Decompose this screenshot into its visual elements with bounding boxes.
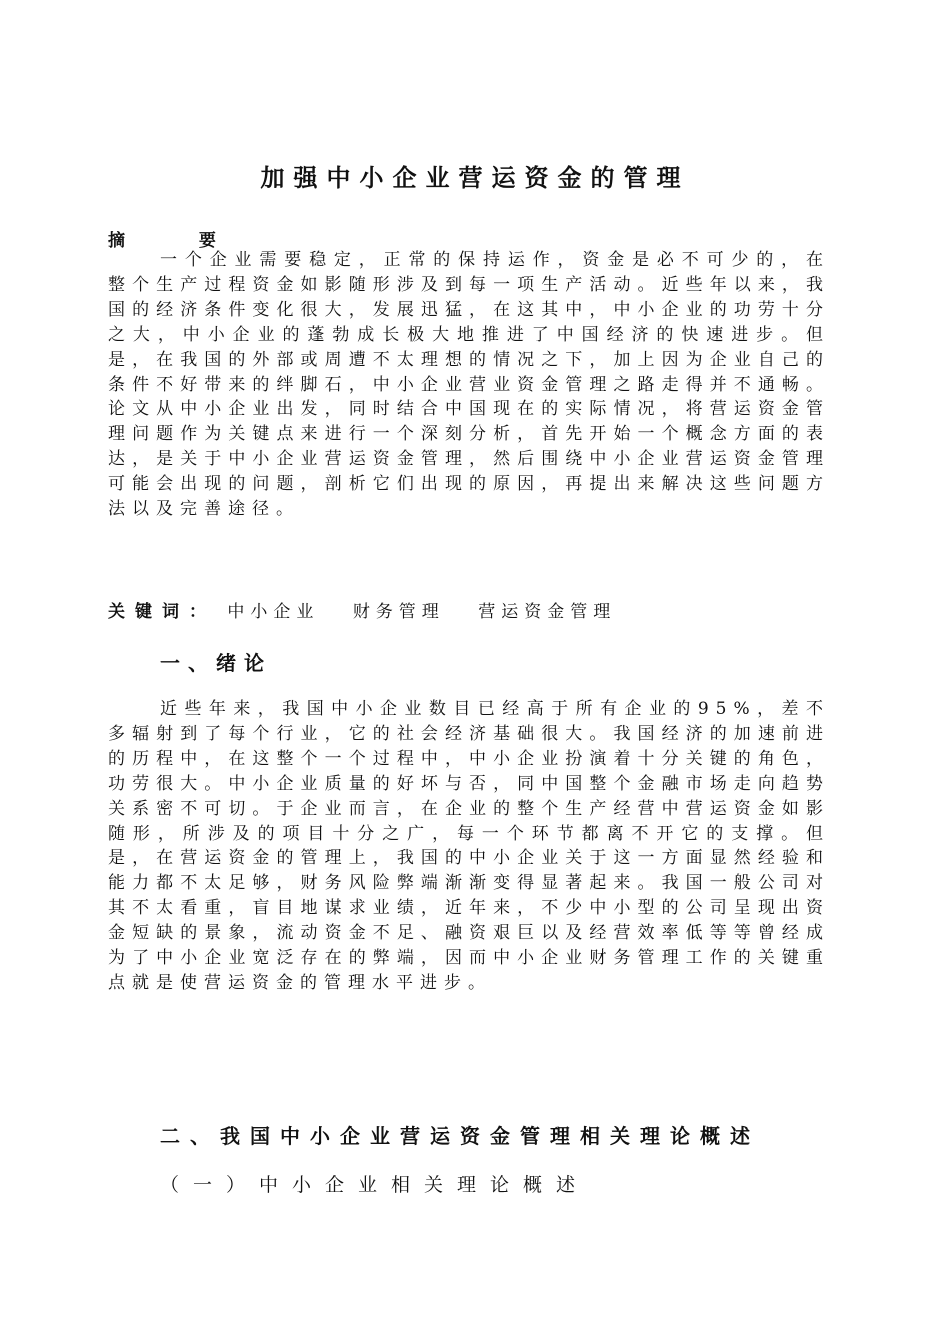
abstract-paragraph: 一个企业需要稳定，正常的保持运作，资金是必不可少的，在整个生产过程资金如影随形涉及到每一项生产活动。近些年以来，我国的经济条件变化很大，发展迅猛，在这其中，中小企业的功劳十分之大，中小企业的蓬勃成长极大地推进了中国经济的快速进步。但是，在我国的外部或周遭不太理想的情况之下，加上因为企业自己的条件不好带来的绊脚石，中小企业营业资金管理之路走得并不通畅。论文从中小企业出发，同时结合中国现在的实际情况，将营运资金管理问题作为关键点来进行一个深刻分析，首先开始一个概念方面的表达，是关于中小企业营运资金管理，然后围绕中小企业营运资金管理可能会出现的问题，剖析它们出现的原因，再提出来解决这些问题方法以及完善途径。 xyxy=(108,250,830,520)
section-heading-introduction: 一、绪论 xyxy=(160,651,272,675)
keyword-item: 营运资金管理 xyxy=(478,602,617,622)
introduction-paragraph: 近些年来，我国中小企业数目已经高于所有企业的95%，差不多辐射到了每个行业，它的社会经济基础很大。我国经济的加速前进的历程中，在这整个一个过程中，中小企业扮演着十分关键的角色，功劳很大。中小企业质量的好坏与否，同中国整个金融市场走向趋势关系密不可切。于企业而言，在企业的整个生产经营中营运资金如影随形，所涉及的项目十分之广，每一个环节都离不开它的支撑。但是，在营运资金的管理上，我国的中小企业关于这一方面显然经验和能力都不太足够，财务风险弊端渐渐变得显著起来。我国一般公司对其不太看重，盲目地谋求业绩，近年来，不少中小型的公司呈现出资金短缺的景象，流动资金不足、融资艰巨以及经营效率低等等曾经成为了中小企业宽泛存在的弊端，因而中小企业财务管理工作的关键重点就是使营运资金的管理水平进步。 xyxy=(108,699,830,993)
abstract-label: 摘 要 xyxy=(108,231,250,251)
subsection-heading-sme-theory: （一）中小企业相关理论概述 xyxy=(160,1174,590,1196)
section-heading-theory-overview: 二、我国中小企业营运资金管理相关理论概述 xyxy=(160,1124,760,1148)
keywords-line xyxy=(108,597,616,622)
document-title: 加强中小企业营运资金的管理 xyxy=(260,164,690,192)
keyword-item: 财务管理 xyxy=(352,602,445,622)
keyword-item: 中小企业 xyxy=(227,602,320,622)
keywords-label: 关键词： xyxy=(108,602,216,622)
